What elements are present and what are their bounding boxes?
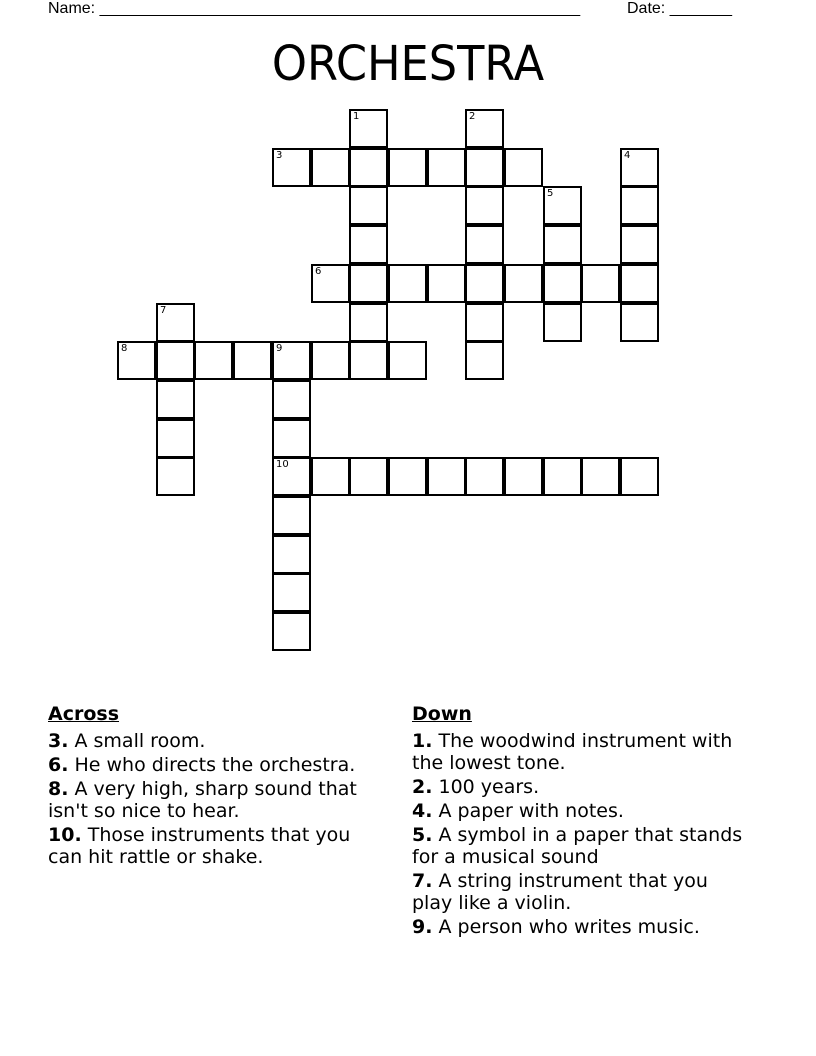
down-clues: [412, 702, 752, 940]
crossword-cell[interactable]: [349, 303, 388, 342]
crossword-cell[interactable]: [388, 341, 427, 380]
crossword-cell[interactable]: [272, 380, 311, 419]
clue-number: 10: [276, 459, 289, 470]
crossword-cell[interactable]: [156, 380, 195, 419]
crossword-cell[interactable]: [620, 303, 659, 342]
crossword-cell[interactable]: [504, 457, 543, 496]
crossword-cell[interactable]: [272, 148, 311, 187]
crossword-cell[interactable]: [272, 496, 311, 535]
crossword-cell[interactable]: [543, 303, 582, 342]
crossword-cell[interactable]: [272, 419, 311, 458]
clue-number: 7: [160, 305, 167, 316]
clue-across-3: 3. A small room.: [48, 730, 206, 752]
clue-across-10: 10. Those instruments that you can hit rattle or shake.: [48, 824, 351, 868]
crossword-cell[interactable]: [465, 303, 504, 342]
clue-across-6: 6. He who directs the orchestra.: [48, 754, 356, 776]
crossword-cell[interactable]: [388, 457, 427, 496]
crossword-cell[interactable]: [427, 264, 466, 303]
crossword-cell[interactable]: [311, 341, 350, 380]
date-field-label: Date: _______: [627, 0, 732, 17]
crossword-cell[interactable]: [465, 264, 504, 303]
clue-number: 4: [624, 150, 631, 161]
crossword-cell[interactable]: [349, 148, 388, 187]
crossword-cell[interactable]: [349, 109, 388, 148]
crossword-cell[interactable]: [156, 341, 195, 380]
crossword-cell[interactable]: [388, 264, 427, 303]
clue-number: 6: [315, 266, 322, 277]
crossword-cell[interactable]: [427, 148, 466, 187]
crossword-cell[interactable]: [620, 225, 659, 264]
crossword-cell[interactable]: [272, 573, 311, 612]
crossword-cell[interactable]: [156, 303, 195, 342]
crossword-cell[interactable]: [349, 341, 388, 380]
crossword-cell[interactable]: [543, 225, 582, 264]
crossword-cell[interactable]: [156, 457, 195, 496]
crossword-cell[interactable]: [465, 148, 504, 187]
clue-down-4: 4. A paper with notes.: [412, 800, 624, 822]
crossword-cell[interactable]: [504, 264, 543, 303]
crossword-cell[interactable]: [311, 457, 350, 496]
page-title: ORCHESTRA: [271, 36, 545, 92]
crossword-cell[interactable]: [581, 457, 620, 496]
across-clues: [48, 702, 388, 870]
clue-down-1: 1. The woodwind instrument with the lowest tone.: [412, 730, 733, 774]
crossword-cell[interactable]: [349, 186, 388, 225]
clue-down-2: 2. 100 years.: [412, 776, 540, 798]
crossword-cell[interactable]: [272, 612, 311, 651]
crossword-cell[interactable]: [388, 148, 427, 187]
crossword-cell[interactable]: [272, 341, 311, 380]
down-heading: Down: [412, 703, 472, 725]
crossword-cell[interactable]: [311, 148, 350, 187]
clue-number: 2: [469, 111, 476, 122]
clue-down-5: 5. A symbol in a paper that stands for a musical sound: [412, 824, 743, 868]
crossword-cell[interactable]: [465, 457, 504, 496]
crossword-cell[interactable]: [465, 186, 504, 225]
crossword-cell[interactable]: [272, 535, 311, 574]
crossword-cell[interactable]: [504, 148, 543, 187]
clue-number: 3: [276, 150, 283, 161]
across-heading: Across: [48, 703, 120, 725]
crossword-cell[interactable]: [117, 341, 156, 380]
crossword-cell[interactable]: [349, 225, 388, 264]
crossword-cell[interactable]: [311, 264, 350, 303]
crossword-cell[interactable]: [194, 341, 233, 380]
crossword-cell[interactable]: [620, 457, 659, 496]
crossword-cell[interactable]: [349, 457, 388, 496]
crossword-cell[interactable]: [465, 109, 504, 148]
crossword-cell[interactable]: [272, 457, 311, 496]
clue-number: 5: [547, 188, 554, 199]
crossword-cell[interactable]: [543, 264, 582, 303]
crossword-cell[interactable]: [427, 457, 466, 496]
clue-number: 8: [121, 343, 128, 354]
crossword-cell[interactable]: [620, 264, 659, 303]
crossword-cell[interactable]: [620, 186, 659, 225]
crossword-cell[interactable]: [620, 148, 659, 187]
crossword-cell[interactable]: [465, 341, 504, 380]
crossword-cell[interactable]: [581, 264, 620, 303]
clue-down-9: 9. A person who writes music.: [412, 916, 700, 938]
crossword-cell[interactable]: [543, 457, 582, 496]
name-field-label: Name: ______________________________________________________: [48, 0, 581, 17]
clue-across-8: 8. A very high, sharp sound that isn't so nice to hear.: [48, 778, 357, 822]
clue-number: 9: [276, 343, 283, 354]
crossword-cell[interactable]: [349, 264, 388, 303]
crossword-cell[interactable]: [233, 341, 272, 380]
crossword-cell[interactable]: [543, 186, 582, 225]
crossword-cell[interactable]: [156, 419, 195, 458]
clue-down-7: 7. A string instrument that you play like a violin.: [412, 870, 708, 914]
clue-number: 1: [353, 111, 360, 122]
crossword-cell[interactable]: [465, 225, 504, 264]
